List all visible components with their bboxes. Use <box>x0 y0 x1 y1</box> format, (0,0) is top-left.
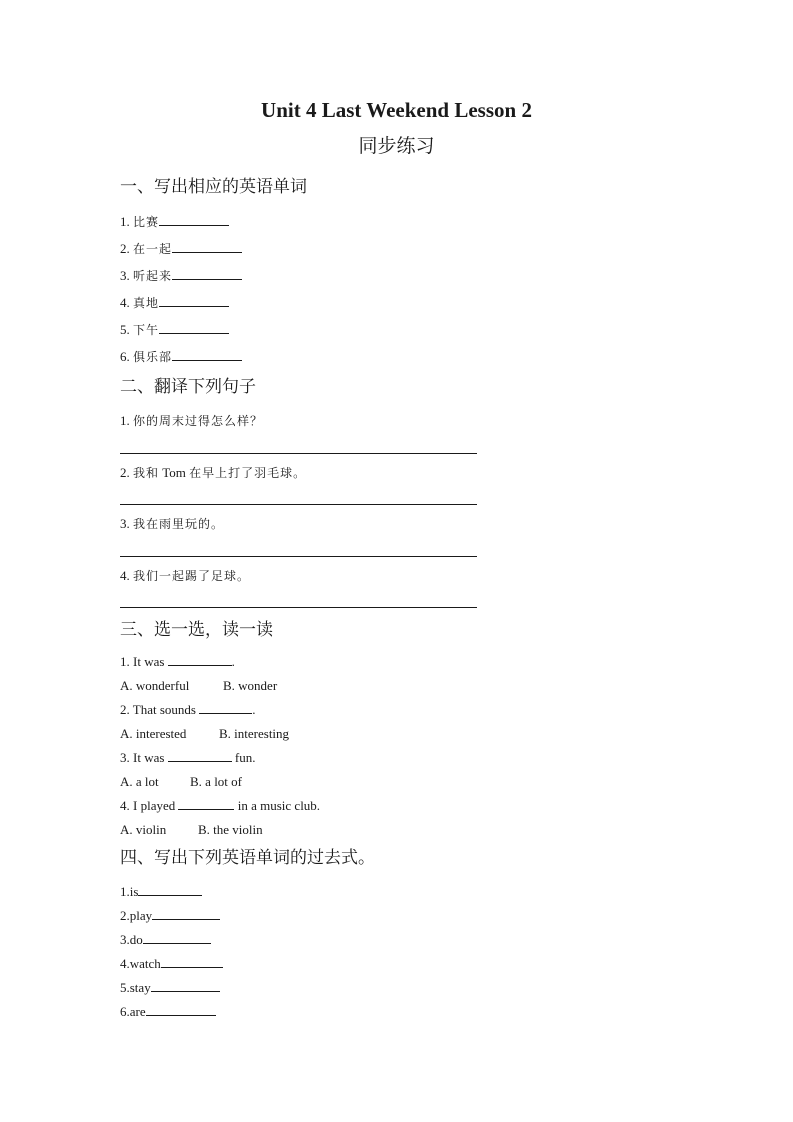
option-a[interactable]: A. a lot <box>120 774 159 789</box>
question-stem-end: . <box>231 654 235 669</box>
page-title: Unit 4 Last Weekend Lesson 2 <box>261 98 532 122</box>
question-stem-end: fun. <box>231 750 256 765</box>
section1-item <box>120 240 242 258</box>
question <box>120 797 320 814</box>
section1-heading: 一、写出相应的英语单词 <box>120 177 307 197</box>
item-number: 4. <box>120 568 130 583</box>
item-number: 5. <box>120 980 130 995</box>
item-word: 俱乐部 <box>133 350 173 364</box>
section3-heading: 三、选一选，读一读 <box>120 620 273 640</box>
option-b[interactable]: B. a lot of <box>190 774 242 789</box>
item-word: stay <box>129 980 151 995</box>
answer-blank[interactable] <box>159 294 229 307</box>
section4-item <box>120 931 211 948</box>
answer-line[interactable] <box>120 556 477 557</box>
answer-blank[interactable] <box>159 321 229 334</box>
item-word: play <box>129 908 153 923</box>
answer-blank[interactable] <box>159 213 229 226</box>
question <box>120 701 255 718</box>
item-number: 6. <box>120 1004 130 1019</box>
item-word: 下午 <box>133 323 160 337</box>
section2-item <box>120 412 263 430</box>
option-a[interactable]: A. wonderful <box>120 678 190 693</box>
item-sentence-pre: 我和 <box>133 466 160 480</box>
option-a[interactable]: A. violin <box>120 822 167 837</box>
item-number: 2. <box>120 908 130 923</box>
answer-blank[interactable] <box>138 883 202 896</box>
item-sentence: 你的周末过得怎么样？ <box>133 414 264 428</box>
item-word: watch <box>129 956 161 971</box>
item-sentence-post: 在早上打了羽毛球。 <box>189 466 307 480</box>
question <box>120 653 235 670</box>
item-word: do <box>129 932 143 947</box>
section4-heading: 四、写出下列英语单词的过去式。 <box>120 848 375 868</box>
question-stem: 1. It was <box>120 654 168 669</box>
section4-item <box>120 1003 216 1020</box>
option-b[interactable]: B. wonder <box>223 678 278 693</box>
section2-item <box>120 464 306 482</box>
item-word: 听起来 <box>133 269 173 283</box>
section4-item <box>120 883 202 900</box>
answer-blank[interactable] <box>146 1003 216 1016</box>
question-options <box>120 725 289 742</box>
question-stem: 2. That sounds <box>120 702 200 717</box>
item-word: 在一起 <box>133 242 173 256</box>
item-word: are <box>129 1004 146 1019</box>
section1-item <box>120 267 242 285</box>
section2-item <box>120 567 250 585</box>
option-b[interactable]: B. interesting <box>219 726 290 741</box>
question <box>120 749 256 766</box>
section2-item <box>120 515 224 533</box>
answer-blank[interactable] <box>199 701 252 714</box>
section4-item <box>120 979 220 996</box>
question-options <box>120 821 263 838</box>
answer-blank[interactable] <box>168 653 232 666</box>
item-number: 5. <box>120 322 130 337</box>
option-b[interactable]: B. the violin <box>198 822 263 837</box>
item-number: 4. <box>120 295 130 310</box>
answer-blank[interactable] <box>172 240 242 253</box>
item-number: 3. <box>120 516 130 531</box>
question-stem-end: in a music club. <box>234 798 321 813</box>
section4-item <box>120 907 220 924</box>
item-number: 4. <box>120 956 130 971</box>
answer-blank[interactable] <box>161 955 223 968</box>
section1-item <box>120 294 229 312</box>
question-options <box>120 677 277 694</box>
option-a[interactable]: A. interested <box>120 726 187 741</box>
item-number: 6. <box>120 349 130 364</box>
question-stem: 3. It was <box>120 750 168 765</box>
answer-blank[interactable] <box>168 749 232 762</box>
item-number: 1. <box>120 884 130 899</box>
section4-item <box>120 955 223 972</box>
section1-item <box>120 213 229 231</box>
answer-line[interactable] <box>120 453 477 454</box>
section1-item <box>120 348 242 366</box>
item-number: 1. <box>120 214 130 229</box>
answer-blank[interactable] <box>178 797 234 810</box>
item-number: 2. <box>120 241 130 256</box>
item-word: is <box>129 884 139 899</box>
item-word: 比赛 <box>133 215 160 229</box>
question-options <box>120 773 242 790</box>
answer-blank[interactable] <box>152 907 220 920</box>
item-number: 2. <box>120 465 130 480</box>
section1-item <box>120 321 229 339</box>
item-number: 3. <box>120 932 130 947</box>
answer-blank[interactable] <box>143 931 211 944</box>
answer-blank[interactable] <box>151 979 220 992</box>
item-sentence: 我们一起踢了足球。 <box>133 569 251 583</box>
answer-blank[interactable] <box>172 348 242 361</box>
answer-line[interactable] <box>120 607 477 608</box>
section2-heading: 二、翻译下列句子 <box>120 377 256 397</box>
question-stem: 4. I played <box>120 798 179 813</box>
question-stem-end: . <box>252 702 256 717</box>
item-word: 真地 <box>133 296 160 310</box>
page-subtitle: 同步练习 <box>358 135 435 157</box>
item-sentence-name: Tom <box>162 465 186 480</box>
item-sentence: 我在雨里玩的。 <box>133 517 225 531</box>
item-number: 1. <box>120 413 130 428</box>
answer-blank[interactable] <box>172 267 242 280</box>
item-number: 3. <box>120 268 130 283</box>
answer-line[interactable] <box>120 504 477 505</box>
